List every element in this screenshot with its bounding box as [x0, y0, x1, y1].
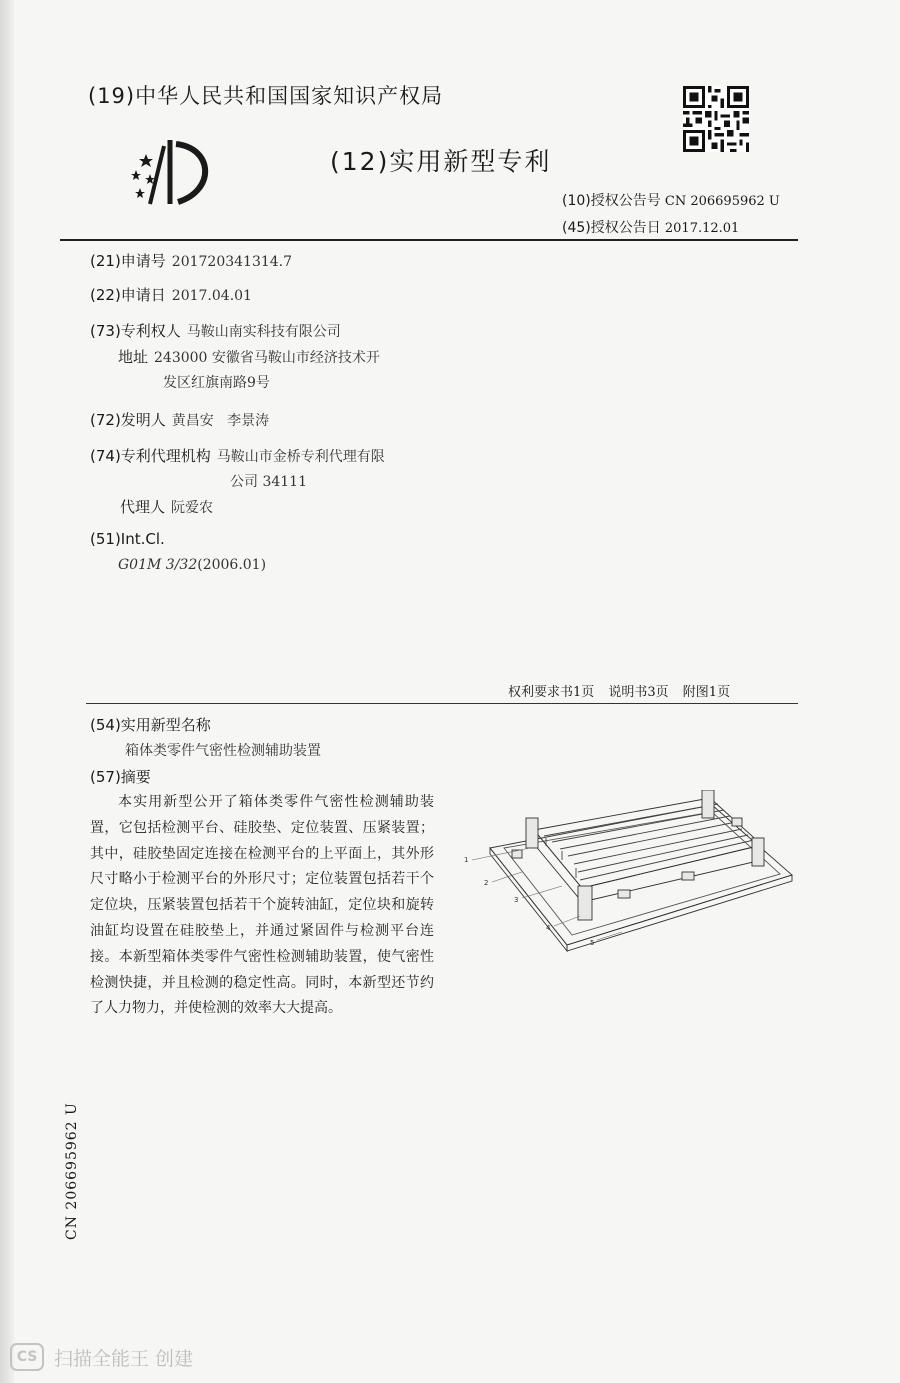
- scanner-watermark: [10, 1343, 193, 1371]
- publication-date-label: (45)授权公告日: [562, 220, 661, 236]
- publication-date-row: [562, 217, 739, 237]
- application-number-value: 201720341314.7: [171, 254, 293, 270]
- agent-value: 阮爱农: [171, 500, 214, 516]
- agency-row: [90, 445, 385, 466]
- application-date-value: 2017.04.01: [171, 288, 252, 304]
- intcl-classification: [118, 557, 266, 573]
- application-date-row: [90, 284, 252, 305]
- abstract-text: 本实用新型公开了箱体类零件气密性检测辅助装置，它包括检测平台、硅胶垫、定位装置、压紧装置；其中，硅胶垫固定连接在检测平台的上平面上，其外形尺寸略小于检测平台的外形尺寸；定位装置包括若干个定位块，压紧装置包括若干个旋转油缸，定位块和旋转油缸均设置在硅胶垫上，并通过紧固件与检测平台连接。本新型箱体类零件气密性检测辅助装置，使气密性检测快捷，并且检测的稳定性高。同时，本新型还节约了人力物力，并使检测的效率大大提高。: [90, 794, 434, 1017]
- address-line-2: 发区红旗南路9号: [163, 375, 270, 391]
- inventors-value: 黄昌安 李景涛: [171, 413, 270, 429]
- watermark-text: 扫描全能王 创建: [54, 1347, 194, 1370]
- agent-label: 代理人: [120, 498, 166, 516]
- publication-number-value: CN 206695962 U: [664, 194, 780, 209]
- application-number-row: [90, 250, 292, 271]
- cnipa-logo-icon: [128, 132, 218, 212]
- publication-number-row: [562, 190, 780, 210]
- agency-line-1: 马鞍山市金桥专利代理有限: [216, 449, 385, 465]
- document-type-title: (12)实用新型专利: [330, 147, 552, 176]
- utility-model-title: 箱体类零件气密性检测辅助装置: [125, 743, 321, 759]
- address-row: [118, 346, 380, 367]
- address-label: 地址: [118, 348, 149, 366]
- intcl-row: [90, 530, 165, 548]
- patent-office-name: (19)中华人民共和国国家知识产权局: [88, 84, 444, 108]
- application-number-label: (21)申请号: [90, 252, 166, 270]
- inventors-row: [90, 409, 269, 430]
- qr-code-icon: [683, 86, 749, 152]
- address-line-1: 243000 安徽省马鞍山市经济技术开: [154, 350, 380, 366]
- page-left-edge: [0, 0, 14, 1383]
- publication-number-label: (10)授权公告号: [562, 193, 661, 209]
- agency-line-2: 公司 34111: [230, 474, 307, 490]
- abstract-label: (57)摘要: [90, 768, 151, 786]
- camscanner-logo-icon: CS: [10, 1343, 44, 1371]
- utility-model-title-label: (54)实用新型名称: [90, 716, 211, 734]
- patentee-label: (73)专利权人: [90, 322, 181, 340]
- patentee-value: 马鞍山南实科技有限公司: [186, 324, 341, 340]
- page-count-info: 权利要求书1页 说明书3页 附图1页: [508, 685, 731, 700]
- header-divider: [60, 239, 798, 241]
- patentee-row: [90, 320, 341, 341]
- application-date-label: (22)申请日: [90, 286, 166, 304]
- figure-label-3: 3: [514, 896, 519, 904]
- publication-date-value: 2017.12.01: [664, 221, 740, 236]
- device-drawing: [462, 790, 802, 965]
- spine-publication-number: CN 206695962 U: [64, 1102, 80, 1240]
- intcl-label: (51)Int.Cl.: [90, 530, 165, 548]
- figure-label-2: 2: [484, 879, 489, 887]
- intcl-version: (2006.01): [197, 557, 267, 573]
- figure-label-4: 4: [546, 924, 551, 932]
- inventors-label: (72)发明人: [90, 411, 166, 429]
- figure-label-1: 1: [464, 856, 469, 864]
- intcl-code: G01M 3/32: [118, 557, 198, 573]
- agency-label: (74)专利代理机构: [90, 447, 211, 465]
- figure-label-5: 5: [590, 939, 595, 947]
- agent-row: [120, 496, 213, 517]
- section-divider: [86, 703, 798, 704]
